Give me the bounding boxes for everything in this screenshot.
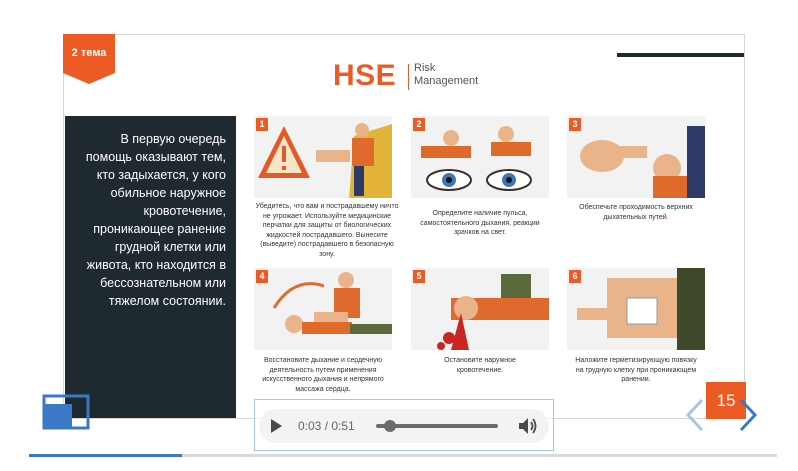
logo-brand: HSE <box>333 59 397 92</box>
step-5-illustration <box>411 268 549 350</box>
step-5-caption: Остановите наружное кровотечение. <box>444 357 516 374</box>
chevron-left-icon[interactable] <box>685 398 705 432</box>
step-2-number: 2 <box>413 118 425 131</box>
step-1-illustration <box>254 116 392 198</box>
step-6-number: 6 <box>569 270 581 283</box>
step-4-illustration <box>254 268 392 350</box>
info-panel-text: В первую очередь помощь оказывают тем, кто задыхается, у кого обильное наружное кровотечение, проникающее ранение грудной клетки или живота, кто находится в бессознательном или тяжелом состоянии. <box>85 132 226 308</box>
step-1-number: 1 <box>256 118 268 131</box>
logo-divider <box>408 64 409 90</box>
step-6-caption: Наложите герметизирующую повязку на грудную клетку при проникающем ранении. <box>575 357 697 383</box>
audio-time: 0:03 / 0:51 <box>298 419 355 433</box>
step-1-caption: Убедитесь, что вам и пострадавшему ничто не угрожает. Используйте медицинские перчатки для защиты от биологических жидкостей пострадавшего. Вынесите (выведите) пострадавшего в безопасную зону. <box>255 203 399 258</box>
topic-badge <box>63 34 115 84</box>
logo-subtitle <box>414 62 478 88</box>
step-3-illustration <box>567 116 705 198</box>
step-2-illustration <box>411 116 549 198</box>
logo-subtitle-line1: Risk <box>414 62 436 74</box>
step-3-number: 3 <box>569 118 581 131</box>
volume-icon[interactable] <box>518 417 538 435</box>
step-2-caption: Определите наличие пульса, самостоятельного дыхания, реакции зрачков на свет. <box>420 210 540 236</box>
step-6-illustration <box>567 268 705 350</box>
warning-icon <box>258 126 310 178</box>
step-4-caption: Восстановите дыхание и сердечную деятельность путем применения искусственного дыхания и непрямого массажа сердца. <box>262 357 384 393</box>
play-icon[interactable] <box>271 419 282 433</box>
deck-progress-fill <box>29 454 182 457</box>
step-3-caption: Обеспечьте проходимость верхних дыхательных путей. <box>579 204 693 221</box>
step-5-number: 5 <box>413 270 425 283</box>
logo-subtitle-line2: Management <box>414 75 479 87</box>
step-4-number: 4 <box>256 270 268 283</box>
fullscreen-icon[interactable] <box>42 394 90 430</box>
topic-badge-label: 2 тема <box>71 47 107 59</box>
audio-progress-knob[interactable] <box>384 420 396 432</box>
page-number: 15 <box>706 382 746 419</box>
chevron-right-icon[interactable] <box>738 398 758 432</box>
header-rule <box>617 53 744 57</box>
